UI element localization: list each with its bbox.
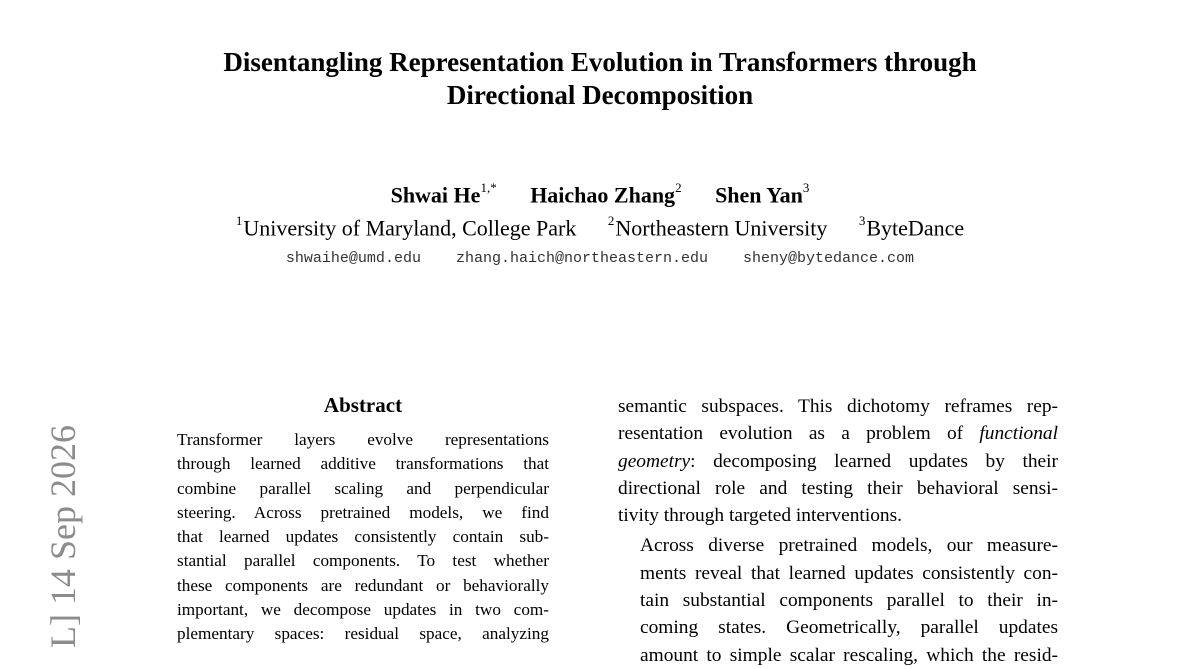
introduction-body — [618, 393, 1058, 669]
abstract-line: combine parallel scaling and perpendicular — [177, 478, 549, 498]
author-affiliation-mark: 1,* — [480, 180, 497, 195]
abstract-line: these components are redundant or behaviorally — [177, 575, 549, 595]
body-paragraph — [618, 393, 1058, 529]
italic-term: functional — [979, 423, 1058, 445]
body-line: coming states. Geometrically, parallel updates — [640, 617, 1058, 639]
affiliation-mark: 1 — [235, 213, 243, 228]
affiliation-mark: 3 — [858, 213, 866, 228]
paper-title — [150, 46, 1050, 112]
paper-title-line-2: Directional Decomposition — [446, 80, 754, 110]
abstract-line: important, we decompose updates in two com- — [177, 600, 549, 620]
abstract-line: that learned updates consistently contain sub- — [177, 527, 549, 547]
body-line: semantic subspaces. This dichotomy reframes rep- — [618, 396, 1058, 417]
affiliation — [236, 208, 577, 243]
body-line: tain substantial components parallel to their in- — [640, 590, 1058, 612]
email-list — [150, 249, 1050, 269]
body-line — [618, 420, 1058, 447]
affiliation-name: University of Maryland, College Park — [243, 215, 577, 241]
abstract-line: plementary spaces: residual space, analyzing — [177, 624, 549, 644]
author-name: Shwai He — [390, 182, 481, 208]
author-email: zhang.haich@northeastern.edu — [455, 250, 709, 267]
abstract-line: Transformer layers evolve representations — [177, 430, 549, 449]
body-line: Across diverse pretrained models, our measure- — [640, 535, 1058, 557]
author-name: Shen Yan — [715, 182, 803, 208]
abstract-line: stantial parallel components. To test whether — [177, 551, 549, 571]
author — [391, 176, 497, 209]
body-line-text: resentation evolution as a problem of — [618, 423, 980, 445]
author-affiliation-mark: 3 — [802, 180, 810, 195]
body-line-text: : decomposing learned updates by their — [690, 450, 1058, 472]
affiliation — [859, 208, 964, 243]
body-line: ments reveal that learned updates consistently con- — [640, 562, 1058, 584]
abstract-heading: Abstract — [323, 393, 403, 417]
author-name: Haichao Zhang — [530, 182, 676, 208]
author-email: sheny@bytedance.com — [743, 250, 915, 267]
author-email: shwaihe@umd.edu — [285, 250, 421, 267]
author — [715, 176, 809, 209]
italic-term: geometry — [618, 450, 691, 472]
arxiv-identifier-stamp: L] 14 Sep 2026 — [43, 425, 83, 648]
body-line: tivity through targeted interventions. — [618, 505, 902, 527]
abstract-line: through learned additive transformations that — [177, 454, 549, 474]
abstract-line: steering. Across pretrained models, we find — [177, 502, 549, 522]
body-line: amount to simple scalar rescaling, which the resid- — [640, 644, 1058, 666]
author — [530, 176, 681, 209]
affiliation-mark: 2 — [607, 213, 615, 228]
author-list — [150, 176, 1050, 209]
affiliation — [608, 208, 828, 243]
author-affiliation-mark: 2 — [675, 180, 682, 195]
affiliation-name: ByteDance — [866, 215, 965, 241]
body-line — [618, 448, 1058, 475]
affiliation-name: Northeastern University — [615, 215, 828, 241]
body-line: directional role and testing their behavioral sensi- — [618, 477, 1058, 499]
paper-title-line-1: Disentangling Representation Evolution in Transformers through — [223, 47, 977, 77]
affiliation-list — [150, 208, 1050, 243]
abstract-body — [177, 428, 549, 647]
body-paragraph — [618, 532, 1058, 668]
